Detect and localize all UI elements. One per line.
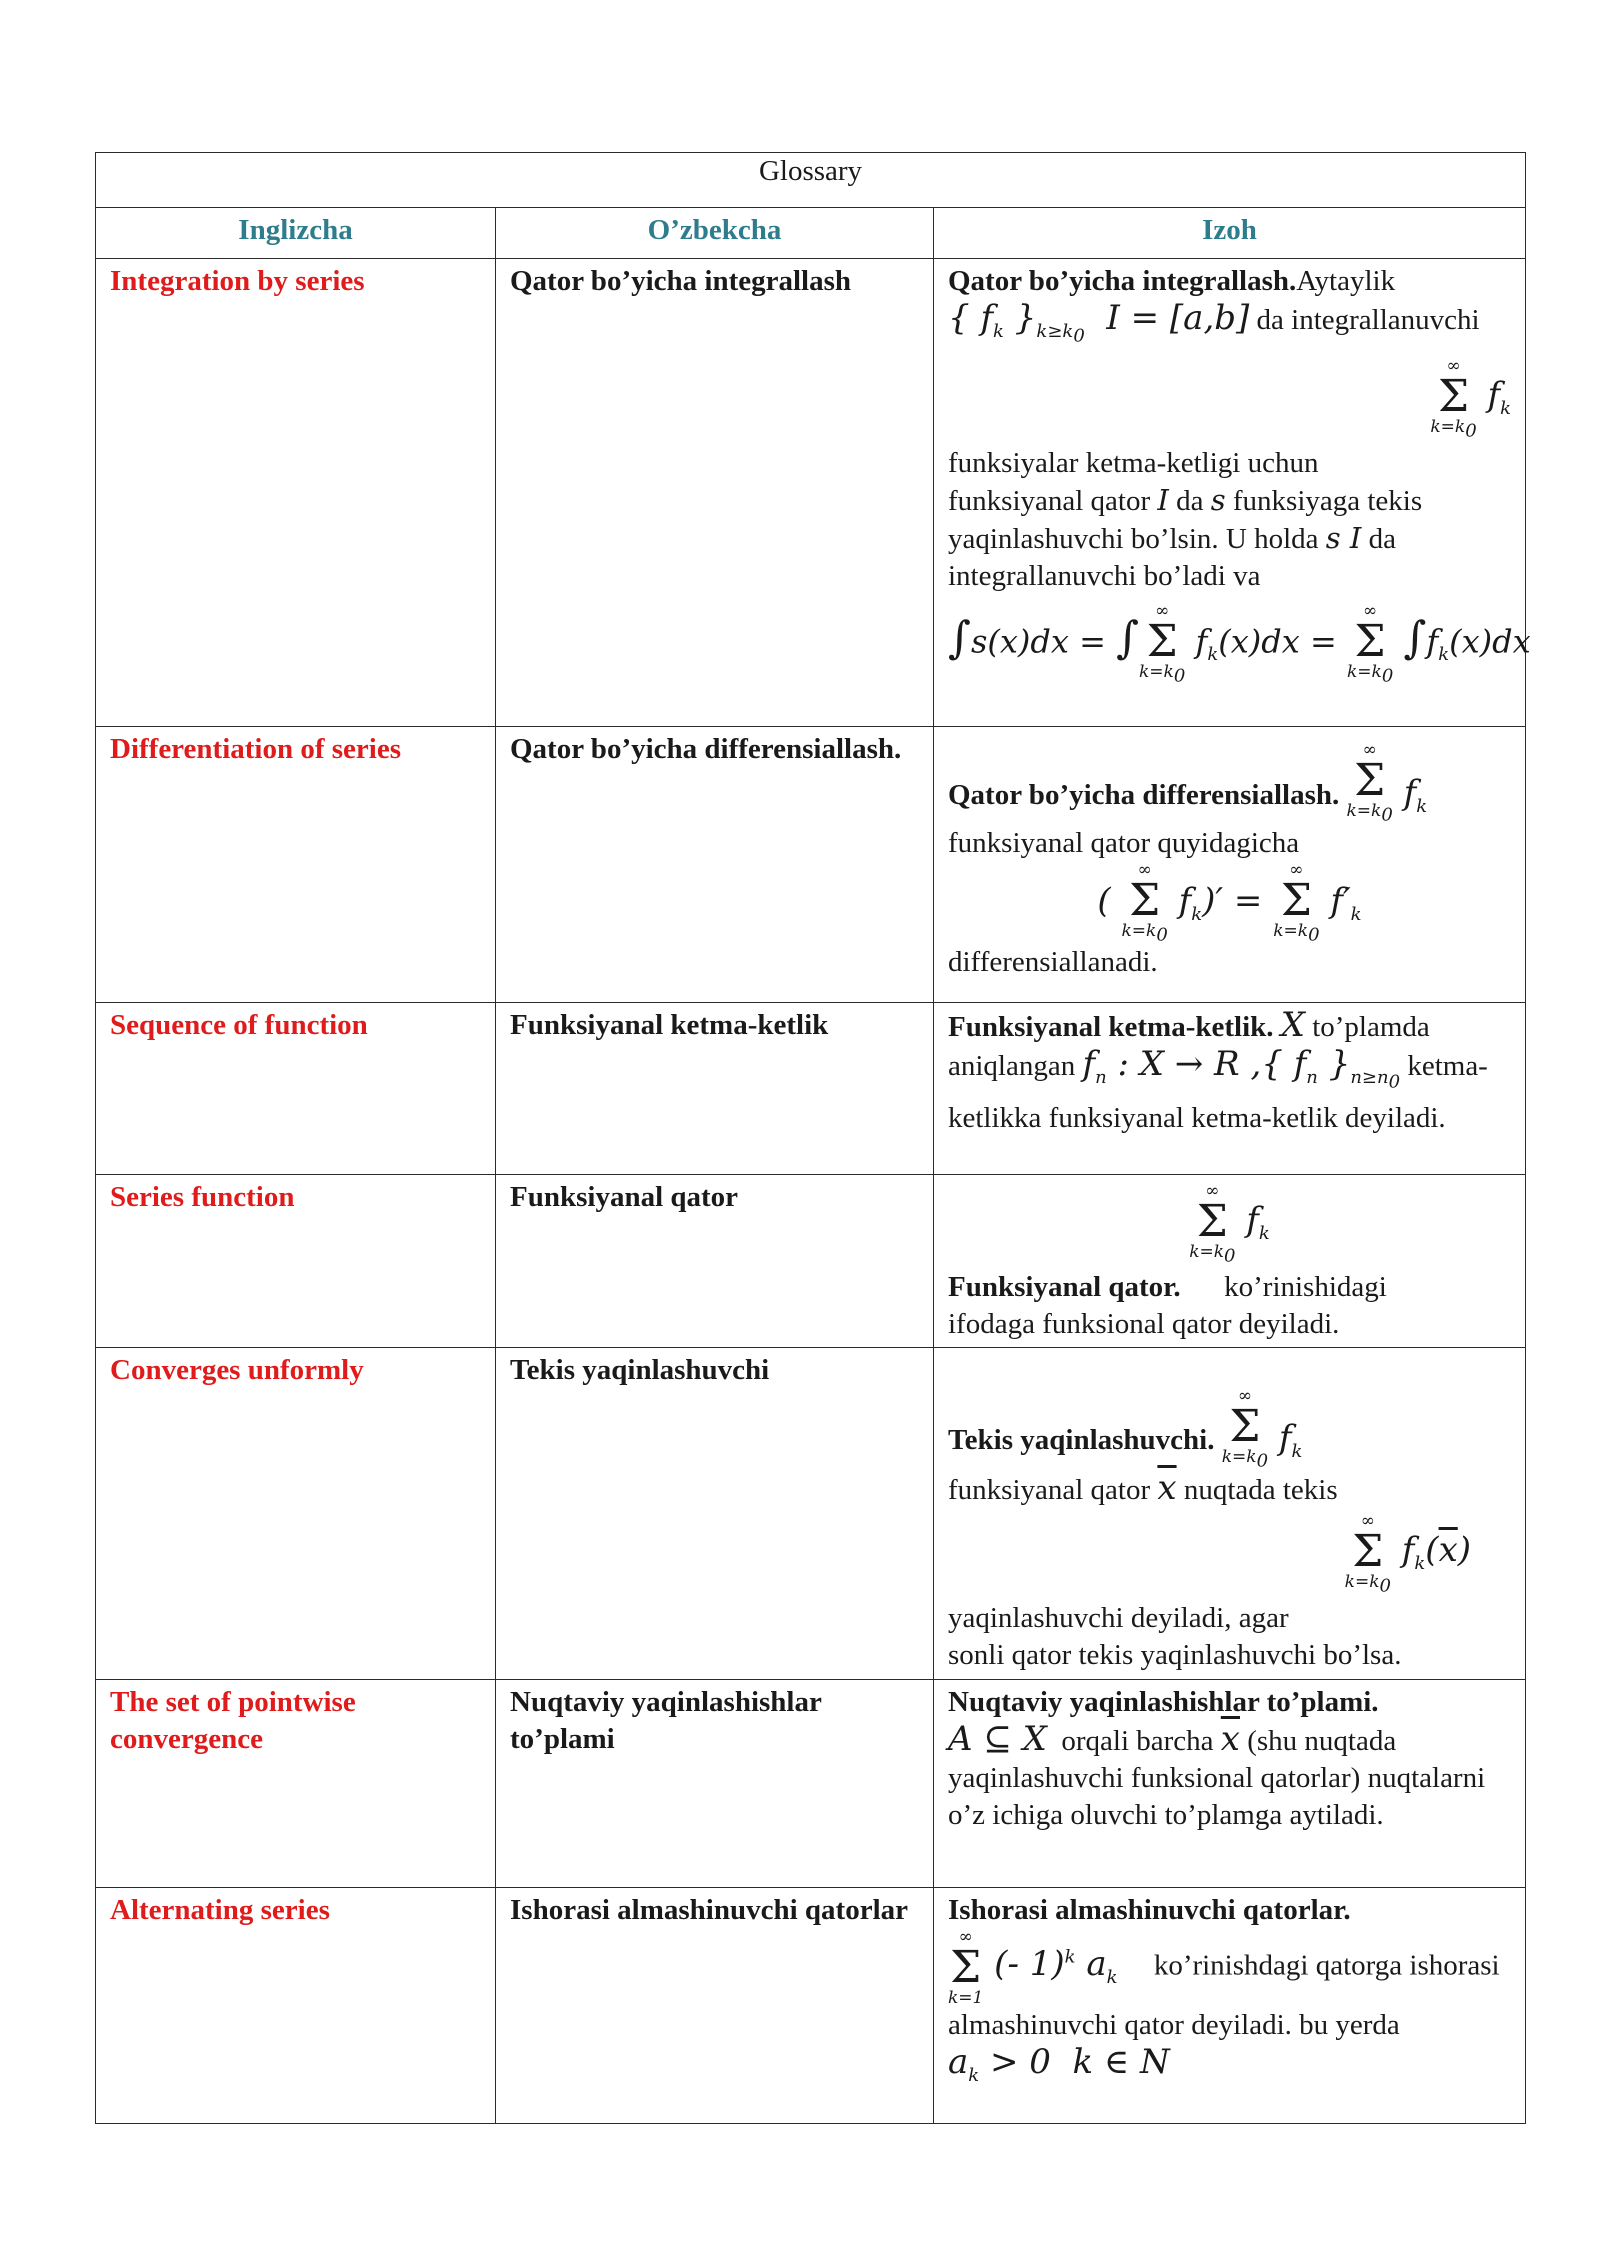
description-text: differensiallanadi.	[948, 946, 1158, 979]
term-uzbek: Funksiyanal ketma-ketlik	[496, 1003, 934, 1175]
description-text: ko’rinishidagi	[1224, 1271, 1387, 1304]
description-heading: Qator bo’yicha integrallash.	[948, 265, 1297, 297]
description-heading: Funksiyanal qator.	[948, 1271, 1181, 1304]
description-text: ketlikka funksiyanal ketma-ketlik deyiladi.	[948, 1102, 1446, 1135]
formula: $a_k > 0$ k ∈ N	[948, 2042, 1170, 2087]
description-text: orqali barcha	[1061, 1725, 1214, 1758]
term-description	[934, 1175, 1526, 1348]
description-text: integrallanuvchi bo’ladi va	[948, 559, 1261, 592]
description-heading: Ishorasi almashinuvchi qatorlar.	[948, 1894, 1351, 1927]
description-text: ko’rinishdagi qatorga ishorasi almashinuvchi qator deyiladi. bu yerda	[948, 1950, 1500, 2042]
term-description: Tekis yaqinlashuvchi. ∞ Σ $k=k_0$ $f_k$ funksiyanal qator $\overline{x}$ nuqtada tekis ∞ Σ $k=k_0$ $f_k(\overline{x})$ yaqinlashuvchi deyiladi, agar sonli qator tekis yaqinlashuvchi bo’lsa.	[934, 1348, 1526, 1680]
term-description: Qator bo’yicha differensiallash. ∞ Σ $k=k_0$ $f_k$ funksiyanal qator quyidagicha ( ∞ Σ $k=k_0$ $f_k)'$ = ∞ Σ $k=k_0$ $f'_k$ differensiallanadi.	[934, 727, 1526, 1003]
description-text: to’plamda	[1312, 1011, 1430, 1043]
formula: { $f_k$ }$_{k\ge k_0}$ I = [a,b]	[948, 298, 1250, 347]
formula: $f_n$ : X → R ,{ $f_n$ }$_{n\ge n_0}$	[1082, 1044, 1401, 1093]
description-text: ifodaga funksional qator deyiladi.	[948, 1308, 1340, 1341]
table-header-row	[96, 208, 1526, 259]
table-title: Glossary	[96, 153, 1526, 208]
term-english: Converges unformly	[96, 1348, 496, 1680]
description-text: Aytaylik	[1296, 265, 1396, 297]
term-english: Alternating series	[96, 1888, 496, 2124]
table-row	[96, 259, 1526, 727]
description-text: funksiyalar ketma-ketligi uchun	[948, 446, 1319, 479]
description-text: da integrallanuvchi	[1256, 304, 1480, 336]
header-description: Izoh	[934, 208, 1526, 259]
formula: ∞ Σ $k=k_0$	[1346, 740, 1393, 826]
term-english: Integration by series	[96, 259, 496, 727]
table-row	[96, 1348, 1526, 1680]
header-english: Inglizcha	[96, 208, 496, 259]
glossary-table	[95, 152, 1531, 2124]
table-row	[96, 1680, 1526, 1888]
table-title-row	[96, 153, 1526, 208]
description-text: nuqtada tekis	[1183, 1474, 1338, 1507]
description-text: da	[1368, 522, 1396, 555]
description-heading: Funksiyanal ketma-ketlik.	[948, 1011, 1274, 1043]
description-heading: Nuqtaviy yaqinlashishlar to’plami.	[948, 1686, 1379, 1719]
table-row	[96, 1888, 1526, 2124]
term-english: Series function	[96, 1175, 496, 1348]
description-text: ketma-	[1407, 1050, 1488, 1082]
header-uzbek: O’zbekcha	[496, 208, 934, 259]
term-english: Sequence of function	[96, 1003, 496, 1175]
description-text: da	[1176, 484, 1204, 517]
term-english: Differentiation of series	[96, 727, 496, 1003]
term-description: Nuqtaviy yaqinlashishlar to’plami. A ⊆ X orqali barcha $\overline{x}$ (shu nuqtada yaqinlashuvchi funksional qatorlar) nuqtalarni o’z ichiga oluvchi to’plamga aytiladi.	[934, 1680, 1526, 1888]
formula: ∞ Σ k=1	[948, 1927, 984, 2009]
formula: ∞ Σ $k=k_0$	[1221, 1385, 1269, 1472]
formula: ∞ Σ $k=k_0$ $f_k$	[1430, 356, 1512, 442]
formula: ∞ Σ $k=k_0$ $f_k$	[1189, 1181, 1270, 1267]
term-description: Funksiyanal ketma-ketlik. X to’plamda aniqlangan $f_n$ : X → R ,{ $f_n$ }$_{n\ge n_0}$ ketma- ketlikka funksiyanal ketma-ketlik deyiladi.	[934, 1003, 1526, 1175]
description-text: yaqinlashuvchi deyiladi, agar	[948, 1601, 1289, 1634]
term-uzbek: Qator bo’yicha integrallash	[496, 259, 934, 727]
description-text: funksiyanal qator quyidagicha	[948, 826, 1300, 859]
term-english: The set of pointwise convergence	[96, 1680, 496, 1888]
term-uzbek: Nuqtaviy yaqinlashishlar to’plami	[496, 1680, 934, 1888]
formula: ( ∞ Σ $k=k_0$ $f_k)'$ = ∞ Σ $k=k_0$ $f'_k$	[1097, 859, 1362, 946]
description-text: sonli qator tekis yaqinlashuvchi bo’lsa.	[948, 1638, 1402, 1671]
description-text: yaqinlashuvchi bo’lsin. U holda	[948, 522, 1319, 555]
description-heading: Qator bo’yicha differensiallash.	[948, 779, 1340, 811]
term-uzbek: Ishorasi almashinuvchi qatorlar	[496, 1888, 934, 2124]
term-uzbek: Tekis yaqinlashuvchi	[496, 1348, 934, 1680]
table-row	[96, 1175, 1526, 1348]
term-uzbek: Funksiyanal qator	[496, 1175, 934, 1348]
formula: ∞ Σ $k=k_0$ $f_k(\overline{x})$	[1344, 1511, 1472, 1597]
term-description: Qator bo’yicha integrallash.Aytaylik { $f_k$ }$_{k\ge k_0}$ I = [a,b] da integrallanuvchi ∞ Σ $k=k_0$ $f_k$ funksiyalar ketma-ketligi uchun funksiyanal qator I da s funksiyaga tekis yaqinlashuvchi bo’lsin. U holda s I da integrallanuvchi bo’ladi va ∫s(x)dx = ∫ ∞ Σ $k=k_0$ $f_k(x)dx$ = ∞ Σ $k=k_0$ $\int f_k(x)dx$	[934, 259, 1526, 727]
table-row	[96, 727, 1526, 1003]
description-text: funksiyanal qator	[948, 1474, 1151, 1507]
table-row	[96, 1003, 1526, 1175]
description-text: aniqlangan	[948, 1050, 1076, 1082]
term-uzbek: Qator bo’yicha differensiallash.	[496, 727, 934, 1003]
description-text: (shu nuqtada yaqinlashuvchi funksional qatorlar) nuqtalarni o’z ichiga oluvchi to’plamga aytiladi.	[948, 1725, 1486, 1832]
formula: A ⊆ X	[948, 1719, 1047, 1760]
formula: ∫s(x)dx = ∫ ∞ Σ $k=k_0$ $f_k(x)dx$ = ∞ Σ $k=k_0$ $\int f_k(x)dx$	[948, 600, 1531, 687]
term-description: Ishorasi almashinuvchi qatorlar. ∞ Σ k=1 (- 1)$^k$ $a_k$ ko’rinishdagi qatorga ishorasi almashinuvchi qator deyiladi. bu yerda $a_k > 0$ k ∈ N	[934, 1888, 1526, 2124]
description-heading: Tekis yaqinlashuvchi.	[948, 1424, 1215, 1457]
description-text: funksiyaga tekis	[1232, 484, 1423, 517]
description-text: funksiyanal qator	[948, 484, 1151, 517]
